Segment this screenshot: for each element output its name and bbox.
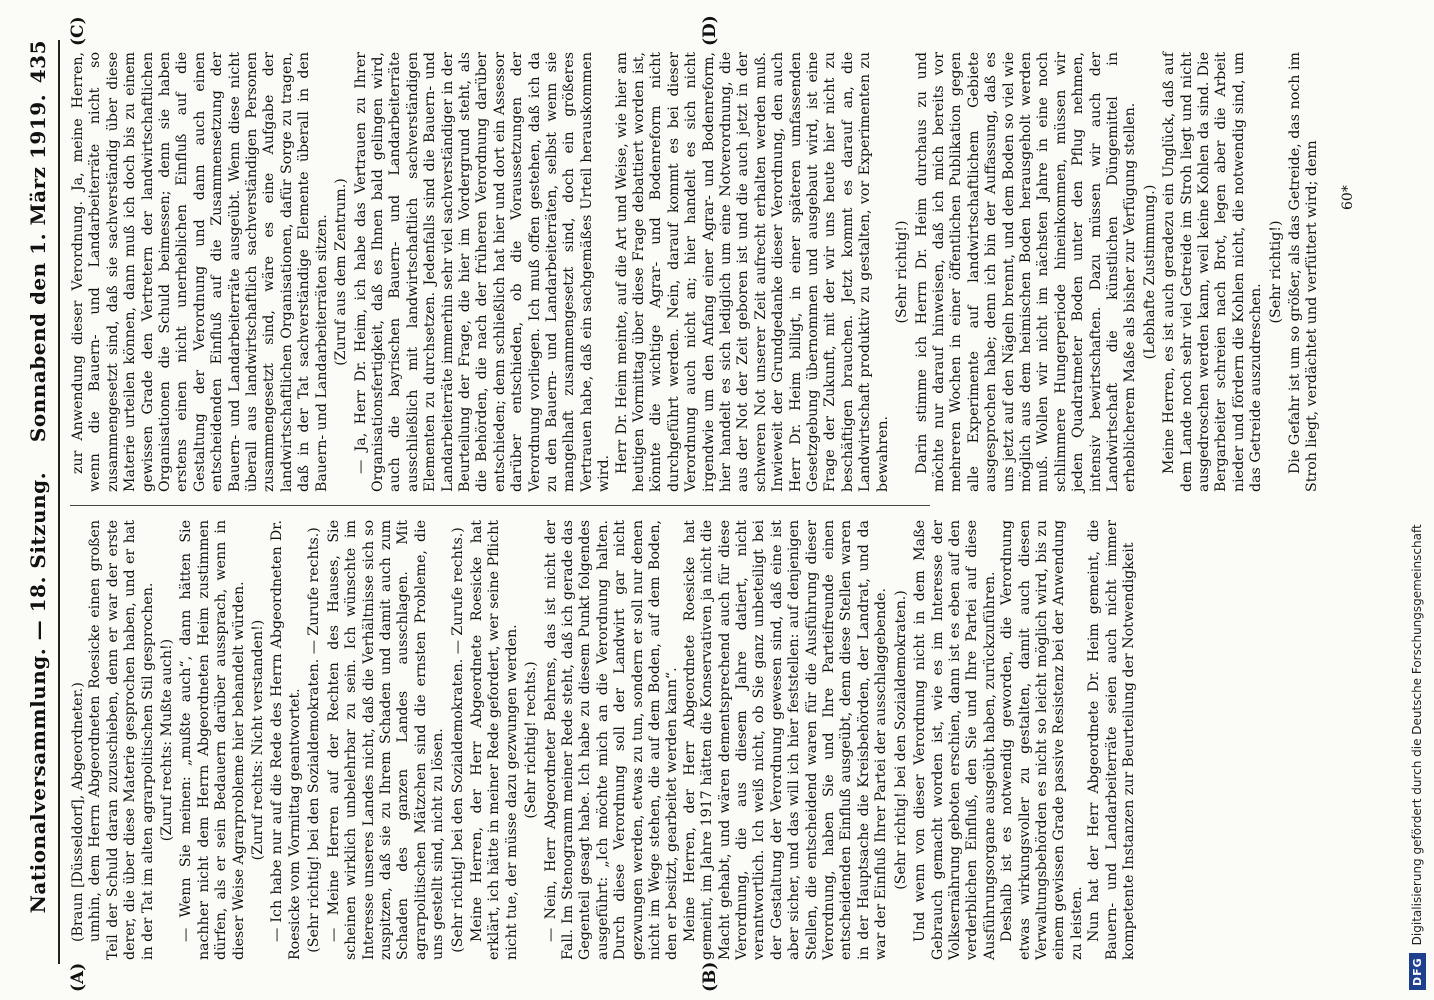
- paragraph: Meine Herren, der Herr Abgeordnete Roesicke hat gemeint, im Jahre 1917 hätten die Konservativen ja nicht die Macht gehabt, und wären dementsprechend auch für diese Verordnung, die aus diesem Jahre datiert, nicht verantwortlich. Ich weiß nicht, ob Sie ganz unbeteiligt bei der Gestaltung der Verordnung gewesen sind, daß eine ist aber sicher, und das will ich hier feststellen: auf denjenigen Stellen, die entscheidend waren für die Ausführung dieser Verordnung, haben Sie und Ihre Parteifreunde einen entscheidenden Einfluß ausgeübt, denn diese Stellen waren in der Hauptsache die Kreisbehörden, der Landrat, und da war der Einfluß Ihrer Partei der ausschlaggebende.: [681, 520, 890, 960]
- paragraph: Nun hat der Herr Abgeordnete Dr. Heim gemeint, die Bauern- und Landarbeiterräte seien auch nicht immer kompetente Instanzen zur Beurteilung der Notwendigkeit: [1086, 520, 1137, 960]
- paragraph: (Braun [Düsseldorf], Abgeordneter.): [70, 682, 86, 942]
- paragraph: — Wenn Sie meinen: „mußte auch“, dann hätten Sie nachher nicht dem Herrn Abgeordneten Heim zustimmen dürfen, als er sein Bedauern darüber aussprach, wenn in dieser Weise Agrarprobleme hier behandelt würden.: [178, 520, 247, 960]
- interjection: (Sehr richtig! bei den Sozialdemokraten.): [892, 590, 909, 890]
- interjection: (Zuruf aus dem Zentrum.): [333, 178, 350, 366]
- interjection: (Zuruf rechts: Mußte auch!): [159, 638, 176, 842]
- paragraph: Deshalb ist es notwendig geworden, die Verordnung etwas wirkungsvoller zu gestalten, damit auch diesen Verwaltungsbehörden es nicht so leicht möglich wird, bis zu einem gewissen Grade passive Resistenz bei der Anwendung zu leisten.: [999, 520, 1085, 960]
- signature-mark: 60*: [1340, 185, 1356, 210]
- column-divider: [70, 505, 930, 506]
- page-number: 435: [26, 40, 50, 84]
- interjection: (Sehr richtig! rechts.): [523, 661, 540, 819]
- interjection: (Sehr richtig! bei den Sozialdemokraten. — Zurufe rechts.): [306, 527, 323, 953]
- margin-marker-b: (B): [700, 961, 720, 992]
- paragraph: Meine Herren, der Herr Abgeordnete Roesicke hat erklärt, ich hätte in meiner Rede gefordert, wer seine Pflicht nicht tue, der müsse dazu gezwungen werden.: [468, 520, 520, 960]
- paragraph: — Meine Herren auf der Rechten des Hauses, Sie scheinen wirklich unbelehrbar zu sein. Ich wünschte im Interesse unseres Landes nicht, daß die Verhältnisse sich so zuspitzen, daß sie zu Ihrem Schaden und damit auch zum Schaden des ganzen Landes ausschlagen. Mit agrarpolitischen Mätzchen sind die ernsten Probleme, die uns gestellt sind, nicht zu lösen.: [325, 520, 447, 960]
- paragraph: zur Anwendung dieser Verordnung. Ja, meine Herren, wenn die Bauern- und Landarbeiterräte nicht so zusammengesetzt sind, daß sie sachverständig über diese Materie urteilen können, dann muß ich doch bis zu einem gewissen Grade den Vertretern der landwirtschaftlichen Organisationen die Schuld beimessen; denn sie haben erstens einen nicht unerheblichen Einfluß auf die Gestaltung der Verordnung und dann auch einen entscheidenden Einfluß auf die Zusammensetzung der Bauern- und Landarbeiterräte ausgeübt. Wenn diese nicht überall aus landwirtschaftlich sachverständigen Personen zusammengesetzt sind, wäre es eine Aufgabe der landwirtschaftlichen Organisationen, dafür Sorge zu tragen, daß in der Tat sachverständige Elemente überall in den Bauern- und Landarbeiterräten sitzen.: [70, 52, 330, 492]
- interjection: (Sehr richtig!): [1267, 220, 1284, 324]
- left-column: [70, 520, 1137, 960]
- margin-marker-a: (A): [68, 962, 88, 992]
- interjection: (Sehr richtig!): [894, 220, 911, 324]
- dfg-logo: DFG: [1409, 953, 1426, 990]
- paragraph: umhin, dem Herrn Abgeordneten Roesicke einen großen Teil der Schuld daran zuzuschieben, denn er war der erste derer, die über diese Materie gesprochen haben, und er hat in der Tat im alten agrarpolitischen Stil gesprochen.: [87, 520, 156, 960]
- paragraph: — Ich habe nur auf die Rede des Herrn Abgeordneten Dr. Roesicke vom Vormittag geantwortet.: [269, 520, 303, 960]
- margin-marker-d: (D): [700, 15, 720, 46]
- right-column: [70, 52, 1321, 492]
- paragraph: Herr Dr. Heim meinte, auf die Art und Weise, wie hier am heutigen Vormittag über diese Frage debattiert worden ist, könnte die wichtige Agrar- und Bodenreform nicht durchgeführt werden. Nein, darauf kommt es bei dieser Verordnung auch nicht an; hier handelt es sich nicht irgendwie um den Anfang einer Agrar- und Bodenreform, hier handelt es sich lediglich um eine Notverordnung, die aus der Not der Zeit geboren ist und die auch jetzt in der schweren Not unserer Zeit aufrecht erhalten werden muß. Inwieweit der Grundgedanke dieser Verordnung, den auch Herr Dr. Heim billigt, in einer späteren umfassenden Gesetzgebung übernommen und ausgebaut wird, ist eine Frage der Zukunft, mit der wir uns heute hier nicht zu beschäftigen brauchen. Jetzt kommt es darauf an, die Landwirtschaft produktiv zu gestalten, vor Experimenten zu bewahren.: [613, 52, 891, 492]
- page-footer: [1404, 0, 1430, 1000]
- interjection: (Zuruf rechts: Nicht verstanden!): [250, 619, 267, 861]
- interjection: (Lebhafte Zustimmung.): [1141, 184, 1158, 360]
- paragraph: — Ja, Herr Dr. Heim, ich habe das Vertrauen zu Ihrer Organisationsfertigkeit, daß es Ihnen bald gelingen wird, auch die bayrischen Bauern- und Landarbeiterräte ausschließlich mit landwirtschaftlich sachverständigen Elementen zu durchsetzen. Jedenfalls sind die Bauern- und Landarbeiterräte immerhin sehr viel sachverständiger in der Beurteilung der Frage, die hier im Vordergrund steht, als die Behörden, die nach der früheren Verordnung darüber entschieden; denn schließlich hat hier und dort ein Assessor darüber entschieden, ob die Voraussetzungen der Verordnung vorliegen. Ich muß offen gestehen, daß ich da zu den Bauern- und Landarbeiterräten, selbst wenn sie mangelhaft zusammengesetzt sind, doch ein größeres Vertrauen habe, daß ein sachgemäßes Urteil herauskommen wird.: [352, 52, 613, 492]
- paragraph: — Nein, Herr Abgeordneter Behrens, das ist nicht der Fall. Im Stenogramm meiner Rede steht, daß ich gerade das Gegenteil gesagt habe. Ich habe zu diesem Punkt folgendes ausgeführt: „Ich möchte mich an die Verordnung halten. Durch diese Verordnung soll der Landwirt gar nicht gezwungen werden, etwas zu tun, sondern er soll nur denen nicht im Wege stehen, die auf dem Boden, auf dem Boden, den er besitzt, gearbeitet werden kann“.: [542, 520, 681, 960]
- margin-marker-c: (C): [68, 16, 88, 46]
- interjection: (Sehr richtig! bei den Sozialdemokraten. — Zurufe rechts.): [449, 527, 466, 953]
- footer-credit: Digitalisierung gefördert durch die Deutsche Forschungsgemeinschaft: [1410, 524, 1424, 946]
- paragraph: Und wenn von dieser Verordnung nicht in dem Maße Gebrauch gemacht worden ist, wie es im Interesse der Volksernährung geboten erschien, dann ist es eben auf den verderblichen Einfluß, den Sie und Ihre Partei auf diese Ausführungsorgane ausgeübt haben, zurückzuführen.: [912, 520, 998, 960]
- paragraph: Die Gefahr ist um so größer, als das Getreide, das noch im Stroh liegt, verdächtet und verfüttert wird; denn: [1287, 52, 1321, 492]
- header-title: [26, 83, 50, 924]
- page-header: [18, 40, 60, 964]
- paragraph: Meine Herren, es ist auch geradezu ein Unglück, daß auf dem Lande noch sehr viel Getreide im Stroh liegt und nicht ausgedroschen werden kann, weil keine Kohlen da sind. Die Bergarbeiter schreien nach Brot, legen aber die Arbeit nieder und fördern die Kohlen nicht, die notwendig sind, um das Getreide auszudreschen.: [1161, 52, 1265, 492]
- header-right-text: Sonnabend den 1. März 1919.: [26, 93, 50, 443]
- paragraph: Darin stimme ich Herrn Dr. Heim durchaus zu und möchte nur darauf hinweisen, daß ich mich bereits vor mehreren Wochen in einer öffentlichen Publikation gegen alle Experimente auf landwirtschaftlichem Gebiete ausgesprochen habe; denn ich bin der Auffassung, daß es uns jetzt auf den Nägeln brennt, und dem Boden so viel wie möglich aus dem heimischen Boden herausgeholt werden muß. Wollen wir nicht im nächsten Jahre in eine noch schlimmere Hungerperiode hineinkommen, müssen wir jeden Quadratmeter Boden unter den Pflug nehmen, intensiv bewirtschaften. Dazu müssen wir auch der Landwirtschaft die künstlichen Düngemittel in erheblicherem Maße als bisher zur Verfügung stellen.: [913, 52, 1139, 492]
- header-left-text: Nationalversammlung. — 18. Sitzung.: [26, 471, 50, 914]
